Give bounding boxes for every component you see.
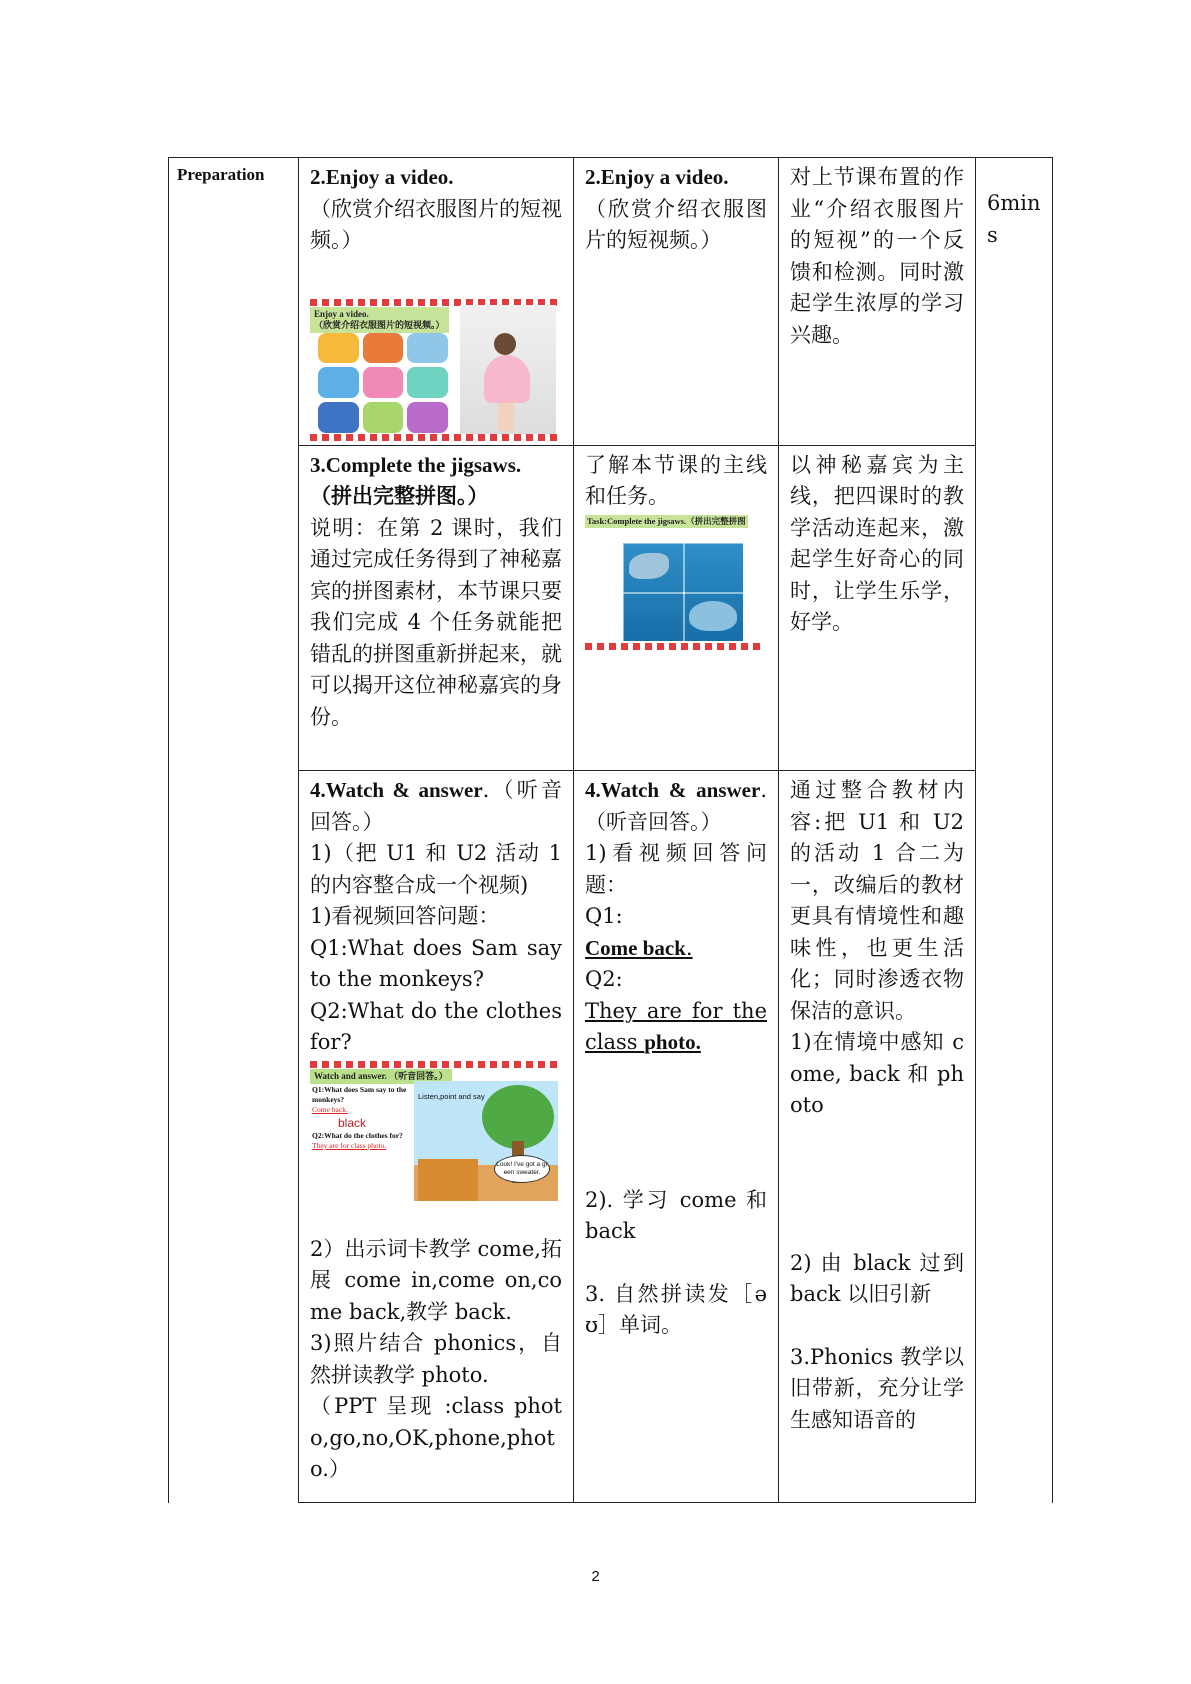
jigsaw-slide-thumbnail bbox=[585, 515, 765, 651]
teacher-activity-cell bbox=[299, 771, 574, 1503]
step-3: 3. 自然拼读发［əʊ］单词。 bbox=[585, 1281, 767, 1338]
activity-title: 3.Complete the jigsaws. bbox=[310, 452, 522, 477]
slide-border-bottom bbox=[585, 643, 765, 650]
question-1: Q1:What does Sam say to the monkeys? bbox=[310, 935, 562, 992]
stage-cell: Preparation bbox=[169, 158, 299, 1503]
slide-q2: Q2:What do the clothes for? bbox=[312, 1130, 403, 1140]
answer-2 bbox=[585, 996, 767, 1059]
step-1b: 1)看视频回答问题： bbox=[310, 904, 500, 929]
jeans-icon bbox=[318, 402, 359, 433]
step-1: 1)（把 U1 和 U2 活动 1 的内容整合成一个视频) bbox=[310, 841, 562, 897]
cap-icon bbox=[318, 333, 359, 364]
girl-dress-shape bbox=[484, 355, 530, 403]
slide-listen-label: Listen,point and say bbox=[418, 1091, 485, 1101]
slide-a1: Come back. bbox=[312, 1104, 348, 1114]
skirt-icon bbox=[407, 367, 448, 398]
activity-title-line bbox=[585, 775, 767, 838]
shoes-icon bbox=[407, 402, 448, 433]
answer-1-end: . bbox=[685, 935, 693, 960]
purpose-cell: 对上节课布置的作业“介绍衣服图片的短视”的一个反馈和检测。同时激起学生浓厚的学习兴趣。 bbox=[779, 158, 976, 446]
activity-subtitle: （拼出完整拼图。） bbox=[310, 484, 489, 509]
question-2-label: Q2: bbox=[585, 967, 623, 992]
speech-bubble: Look! I've got a green sweater. bbox=[494, 1155, 550, 1183]
answer-2-text: They are for the class bbox=[585, 998, 767, 1055]
house-icon bbox=[418, 1159, 478, 1201]
question-1-label: Q1: bbox=[585, 904, 623, 929]
activity-note: 了解本节课的主线和任务。 bbox=[585, 452, 767, 509]
tree-icon bbox=[482, 1085, 554, 1149]
watch-icon bbox=[407, 333, 448, 364]
shark-icon bbox=[629, 553, 669, 579]
step-2: 2）出示词卡教学 come,拓展 come in,come on,come back,教学 back. bbox=[310, 1236, 562, 1324]
activity-note: （欣赏介绍衣服图片的短视频。） bbox=[310, 196, 562, 252]
slide-border-top bbox=[310, 1061, 560, 1068]
student-activity-cell bbox=[574, 445, 779, 771]
spacer bbox=[790, 1311, 964, 1342]
spacer bbox=[585, 1248, 767, 1279]
shirt-icon bbox=[318, 367, 359, 398]
slide-questions bbox=[312, 1085, 410, 1151]
girl-head-shape bbox=[494, 333, 516, 355]
girl-photo bbox=[460, 305, 556, 437]
table-row bbox=[169, 771, 1053, 1503]
question-2: Q2:What do the clothes for? bbox=[310, 998, 562, 1055]
purpose-cell: 以神秘嘉宾为主线，把四课时的教学活动连起来，激起学生好奇心的同时，让学生乐学，好学。 bbox=[779, 445, 976, 771]
glasses-icon bbox=[363, 402, 404, 433]
spacer bbox=[585, 1059, 767, 1185]
spacer bbox=[310, 1203, 562, 1234]
step-2: 2). 学习 come 和 back bbox=[585, 1187, 767, 1244]
student-activity-cell bbox=[574, 771, 779, 1503]
girl-legs-shape bbox=[498, 403, 514, 431]
cartoon-scene bbox=[414, 1081, 558, 1201]
step-3b: （PPT 呈现 :class photo,go,no,OK,phone,photo.） bbox=[310, 1394, 562, 1482]
purpose-p3: 2) 由 black 过到 back 以旧引新 bbox=[790, 1250, 964, 1307]
table-row bbox=[169, 158, 1053, 446]
step-3: 3)照片结合 phonics，自然拼读教学 photo. bbox=[310, 1331, 562, 1387]
belt-icon bbox=[363, 333, 404, 364]
slide-word: black bbox=[338, 1115, 367, 1130]
activity-title: 2.Enjoy a video. bbox=[310, 165, 454, 189]
socks-icon bbox=[363, 367, 404, 398]
whale-icon bbox=[689, 601, 737, 631]
activity-title: 2.Enjoy a video. bbox=[585, 165, 729, 189]
step-1: 1)看视频回答问题： bbox=[585, 841, 767, 897]
clothes-illustration bbox=[318, 333, 448, 433]
page-number: 2 bbox=[591, 1568, 600, 1585]
spacer bbox=[790, 1122, 964, 1248]
answer-1-text: Come back bbox=[585, 935, 686, 960]
slide-banner: Task:Complete the jigsaws.（拼出完整拼图 bbox=[587, 515, 746, 526]
activity-title-note: .（听音回答。） bbox=[310, 778, 562, 834]
slide-border-bottom bbox=[310, 434, 560, 441]
video-slide-thumbnail bbox=[310, 299, 560, 441]
answer-2-bold: photo. bbox=[644, 1030, 701, 1055]
activity-title-line bbox=[310, 775, 562, 838]
puzzle-tile bbox=[623, 592, 685, 643]
purpose-p2: 1)在情境中感知 come, back 和 photo bbox=[790, 1030, 964, 1118]
puzzle-tile bbox=[683, 543, 745, 594]
watch-slide-thumbnail bbox=[310, 1061, 560, 1203]
activity-title: 4.Watch & answer bbox=[310, 778, 483, 803]
activity-title: 4.Watch & answer bbox=[585, 778, 761, 803]
answer-1 bbox=[585, 933, 767, 965]
jigsaw-puzzle-image bbox=[623, 543, 743, 641]
purpose-p4: 3.Phonics 教学以旧带新，充分让学生感知语音的 bbox=[790, 1344, 964, 1432]
student-activity-cell bbox=[574, 158, 779, 446]
time-cell: 6mins bbox=[976, 158, 1053, 1503]
purpose-p1: 通过整合教材内容:把 U1 和 U2 的活动 1 合二为一，改编后的教材更具有情境性和趣味性，也更生活化；同时渗透衣物保洁的意识。 bbox=[790, 778, 964, 1023]
slide-banner: Watch and answer. （听音回答。） bbox=[310, 1069, 452, 1084]
table-row bbox=[169, 445, 1053, 771]
teacher-activity-cell bbox=[299, 158, 574, 446]
slide-banner: Enjoy a video. （欣赏介绍衣服图片的短视频。） bbox=[310, 307, 449, 333]
activity-note: （欣赏介绍衣服图片的短视频。） bbox=[585, 196, 767, 252]
activity-title-note: .（听音回答。） bbox=[585, 778, 767, 834]
purpose-cell bbox=[779, 771, 976, 1503]
activity-note: 说明：在第 2 课时，我们通过完成任务得到了神秘嘉宾的拼图素材，本节课只要我们完成 4 个任务就能把错乱的拼图重新拼起来，就可以揭开这位神秘嘉宾的身份。 bbox=[310, 515, 562, 729]
lesson-plan-table bbox=[168, 157, 1053, 1503]
slide-q1: Q1:What does Sam say to the monkeys? bbox=[312, 1084, 407, 1104]
slide-a2: They are for class photo. bbox=[312, 1140, 387, 1150]
teacher-activity-cell bbox=[299, 445, 574, 771]
